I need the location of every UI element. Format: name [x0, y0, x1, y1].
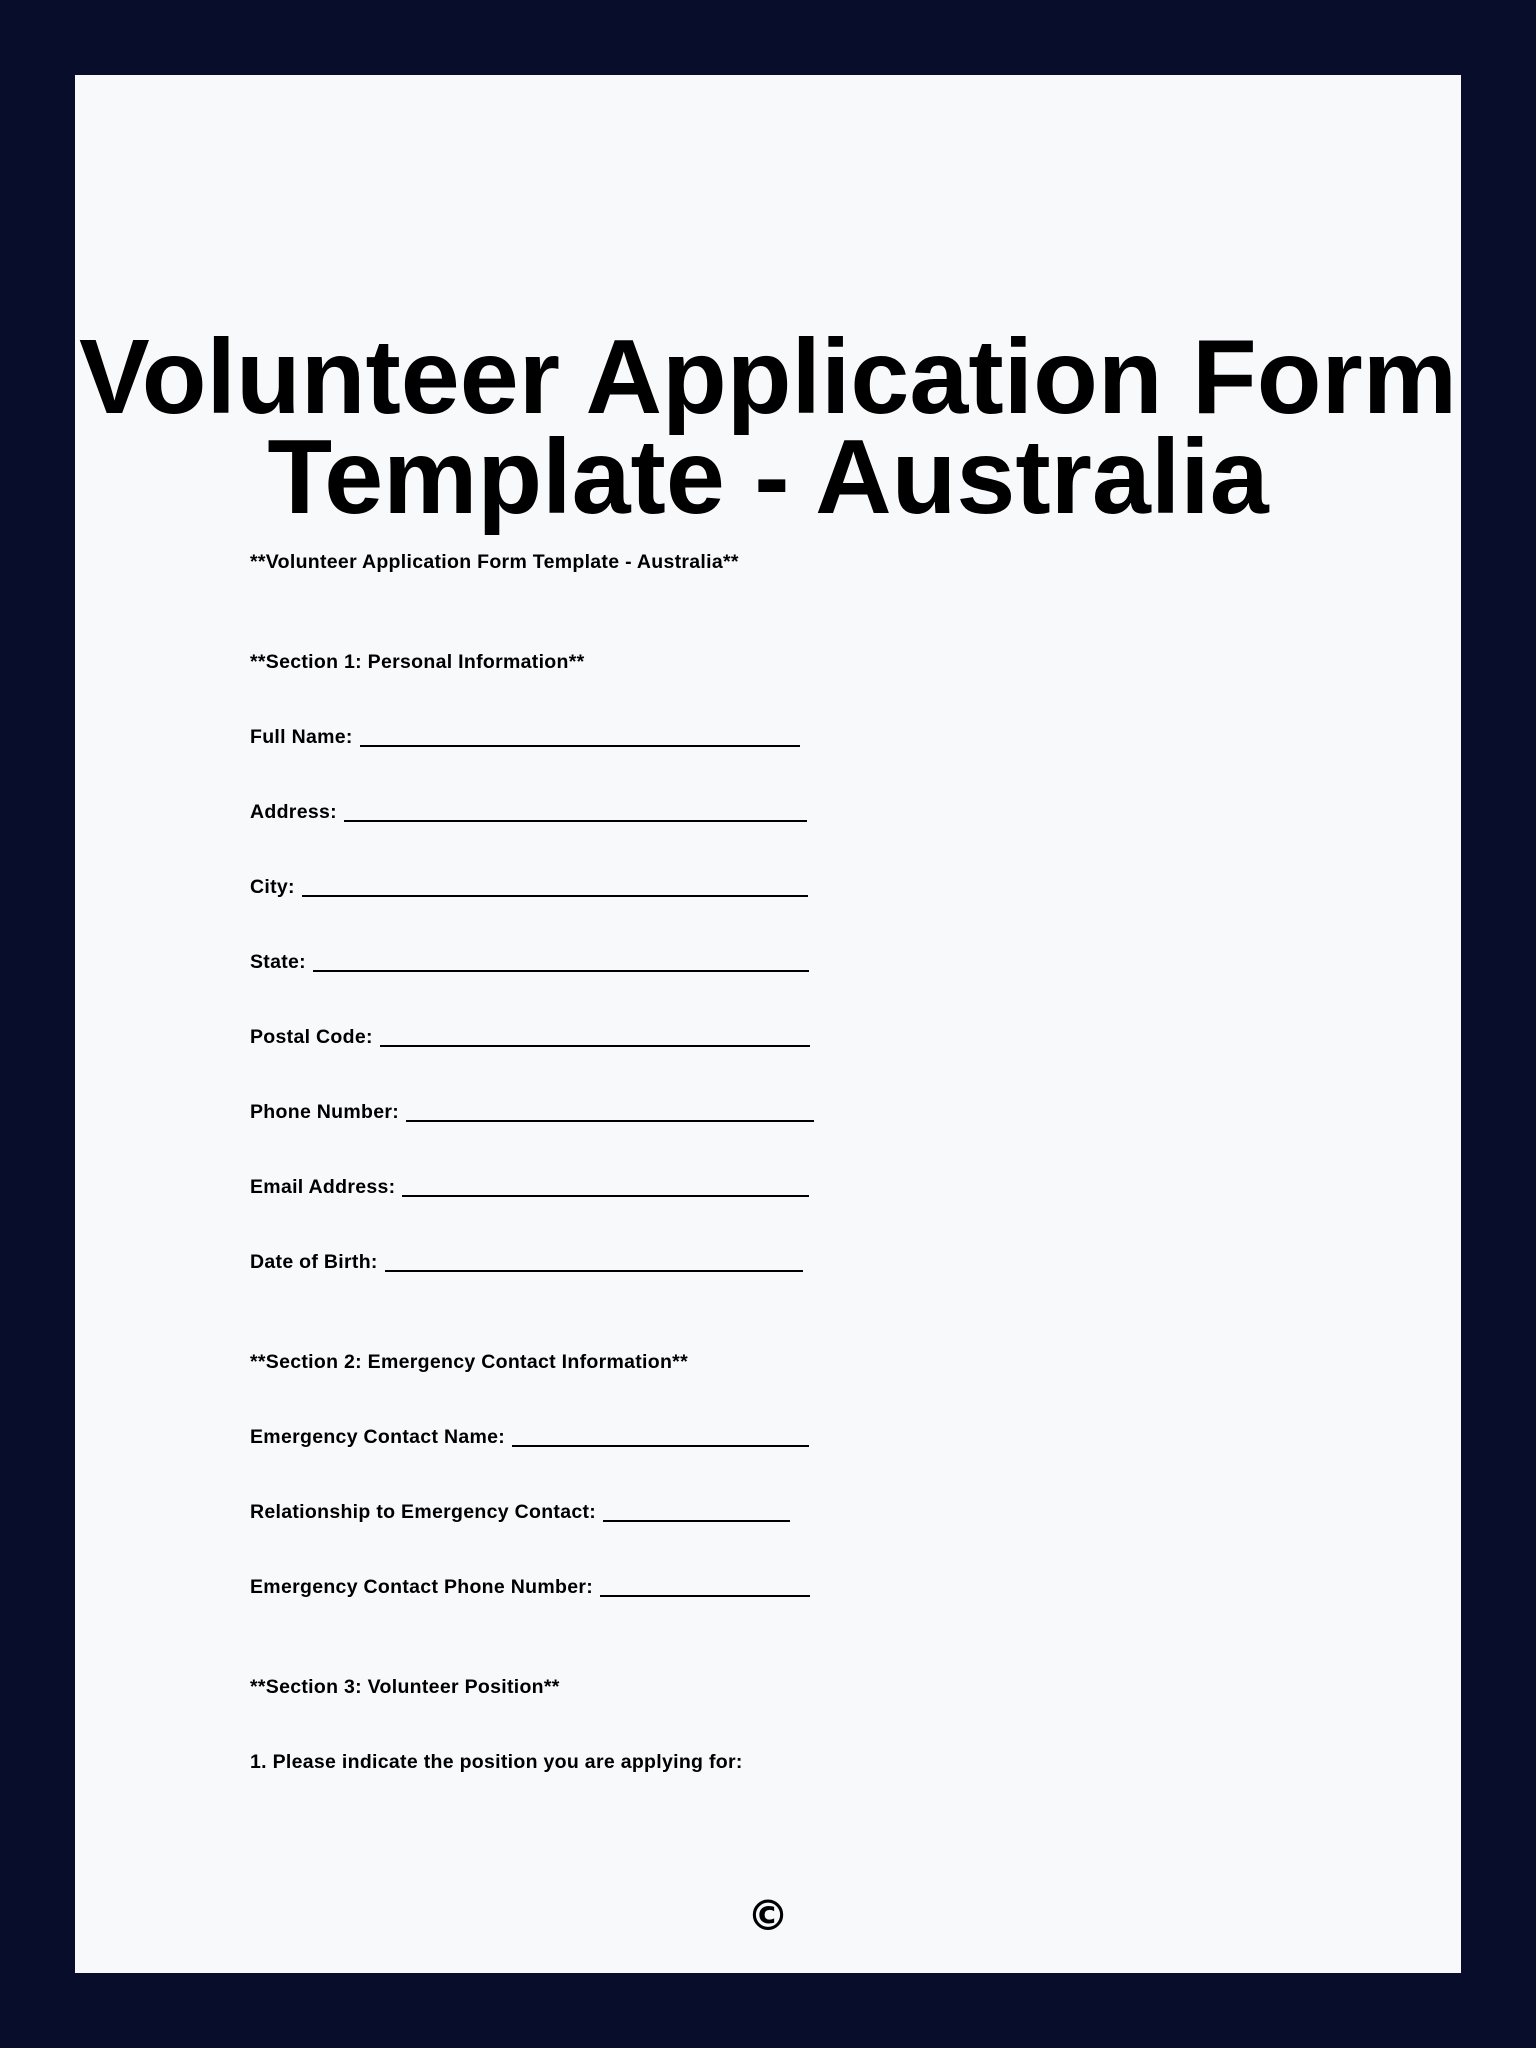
field-label: Emergency Contact Name:: [250, 1426, 506, 1448]
field-blank-line[interactable]: [600, 1595, 810, 1597]
field-postal-code[interactable]: [250, 1026, 810, 1049]
field-phone-number[interactable]: [250, 1101, 814, 1124]
field-label: Email Address:: [250, 1176, 396, 1198]
field-emergency-contact-name[interactable]: [250, 1426, 809, 1449]
field-address[interactable]: [250, 801, 807, 824]
field-label: Emergency Contact Phone Number:: [250, 1576, 594, 1598]
field-full-name[interactable]: [250, 726, 800, 749]
document-page: [75, 75, 1461, 1973]
field-label: Date of Birth:: [250, 1251, 378, 1273]
field-label: State:: [250, 951, 306, 973]
field-blank-line[interactable]: [344, 820, 807, 822]
field-blank-line[interactable]: [406, 1120, 814, 1122]
field-state[interactable]: [250, 951, 809, 974]
field-label: Relationship to Emergency Contact:: [250, 1501, 597, 1523]
field-email-address[interactable]: [250, 1176, 809, 1199]
field-relationship-to-emergency-contact[interactable]: [250, 1501, 790, 1524]
field-emergency-contact-phone-number[interactable]: [250, 1576, 810, 1599]
field-label: Full Name:: [250, 726, 353, 748]
field-blank-line[interactable]: [302, 895, 808, 897]
field-blank-line[interactable]: [512, 1445, 809, 1447]
copyright-icon: ©: [747, 1891, 789, 1940]
field-blank-line[interactable]: [313, 970, 809, 972]
field-label: Phone Number:: [250, 1101, 400, 1123]
document-title: Volunteer Application Form Template - Australia: [78, 318, 1458, 536]
question-position: 1. Please indicate the position you are applying for:: [250, 1751, 743, 1773]
field-label: Postal Code:: [250, 1026, 373, 1048]
field-label: City:: [250, 876, 295, 898]
field-blank-line[interactable]: [360, 745, 800, 747]
field-date-of-birth[interactable]: [250, 1251, 803, 1274]
section-3-heading: **Section 3: Volunteer Position**: [250, 1676, 560, 1698]
field-blank-line[interactable]: [380, 1045, 810, 1047]
field-blank-line[interactable]: [385, 1270, 803, 1272]
form-subtitle: **Volunteer Application Form Template - Australia**: [250, 551, 739, 573]
field-city[interactable]: [250, 876, 808, 899]
section-1-heading: **Section 1: Personal Information**: [250, 651, 585, 673]
section-2-heading: **Section 2: Emergency Contact Information**: [250, 1351, 688, 1373]
field-blank-line[interactable]: [402, 1195, 809, 1197]
field-blank-line[interactable]: [603, 1520, 790, 1522]
field-label: Address:: [250, 801, 337, 823]
